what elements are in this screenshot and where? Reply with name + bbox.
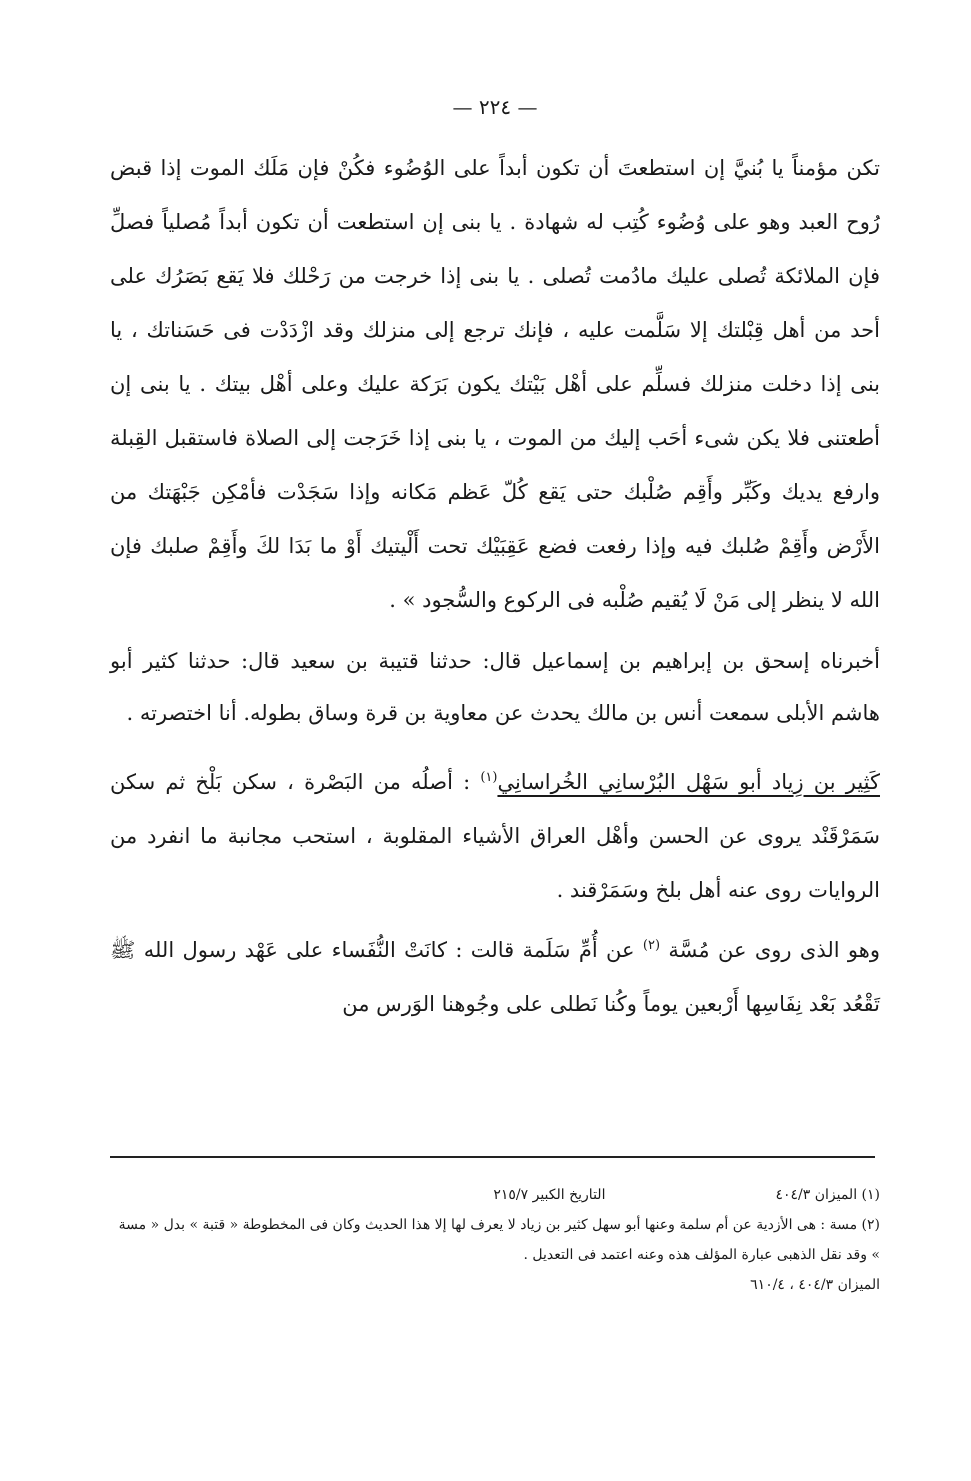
biography-text: : أصلُه من البَصْرة ، سكن بَلْخ ثم سكن سَمَرْقَنْد يروى عن الحسن وأهْل العراق الأشياء المقلوبة ، استحب مجانبة ما انفرد من الروايات روى عنه أهل بلخ وسَمَرْقند . <box>110 770 880 902</box>
footnote-ref-2: (٢) <box>642 938 661 953</box>
paragraph-hadith: تكن مؤمناً يا بُنيَّ إن استطعتَ أن تكون أبداً على الوُضُوء فكُنْ فإن مَلَك الموت إذا قبض رُوح العبد وهو على وُضُوء كُتِب له شهادة . يا بنى إن استطعت أن تكون أبداً مُصلياً فصلِّ فإن الملائكة تُصلى عليك مادُمت تُصلى . يا بنى إذا خرجت من رَحْلك فلا يَقع بَصَرُك على أحد من أهل قِبْلتك إلا سَلَّمت عليه ، فإنك ترجع إلى منزلك وقد ازْدَدْت فى حَسَناتك ، يا بنى إذا دخلت منزلك فسلِّم على أهْل بَيْتك يكون بَرَكة عليك وعلى أهْل بيتك . يا بنى إن أطعتنى فلا يكن شىء أحَب إليك من الموت ، يا بنى إذا خَرَجت إلى الصلاة فاستقبل القِبلة وارفع يديك وكَبِّر وأَقِم صُلْبك حتى يَقع كُلّ عَظم مَكانه وإذا سَجَدْت فأمْكِن جَبْهَتك من الأَرْض وأَقِمْ صُلبك فيه وإذا رفعت فضع عَقِبَيْك تحت أَلْيتيك أَوْ ما بَدَا لكَ وأَقِمْ صلبك فإن الله لا ينظر إلى مَنْ لَا يُقيم صُلْبه فى الركوع والسُّجود » . <box>110 156 880 612</box>
footnote-3: الميزان ٤٠٤/٣ ، ٦١٠/٤ <box>750 1277 880 1293</box>
footnote-ref-1: (١) <box>480 770 498 785</box>
footnote-1-a: (١) الميزان ٤٠٤/٣ <box>775 1187 880 1203</box>
footnote-1-b: التاريخ الكبير ٢١٥/٧ <box>493 1187 606 1203</box>
footnotes <box>110 1180 880 1300</box>
narration-text-b: عن أُمِّ سَلَمة قالت : كانَتْ النُّفَساء على عَهْد رسول الله ﷺ تَقْعُد بَعْد نِفَاسِها أَرْبعين يوماً وكُنا نَطلى على وجُوهنا الوَرس من <box>110 938 880 1016</box>
page-number: — ٢٢٤ — <box>452 95 538 119</box>
page-body <box>110 95 880 1031</box>
paragraph-isnad: أخبرناه إسحق بن إبراهيم بن إسماعيل قال: حدثنا قتيبة بن سعيد قال: حدثنا كثير أبو هاشم الأبلى سمعت أنس بن مالك يحدث عن معاوية بن قرة وساق بطوله. أنا اختصرته . <box>110 649 880 725</box>
paragraph-narration <box>110 919 880 1031</box>
footnote-2: (٢) مسة : هى الأزدية عن أم سلمة وعنها أبو سهل كثير بن زياد لا يعرف لها إلا هذا الحديث وكان فى المخطوطة « قتبة » بدل « مسة » وقد نقل الذهبى عبارة المؤلف هذه وعنه اعتمد فى التعديل . <box>118 1217 880 1263</box>
paragraph-biography <box>110 751 880 917</box>
narration-text-a: وهو الذى روى عن مُسَّة <box>660 938 880 962</box>
footnote-divider <box>110 1156 875 1158</box>
footnote-1 <box>110 1180 880 1210</box>
narrator-name: كَثِير بن زِياد أبو سَهْل البُرْسانِي الخُراسانِي <box>497 770 880 794</box>
